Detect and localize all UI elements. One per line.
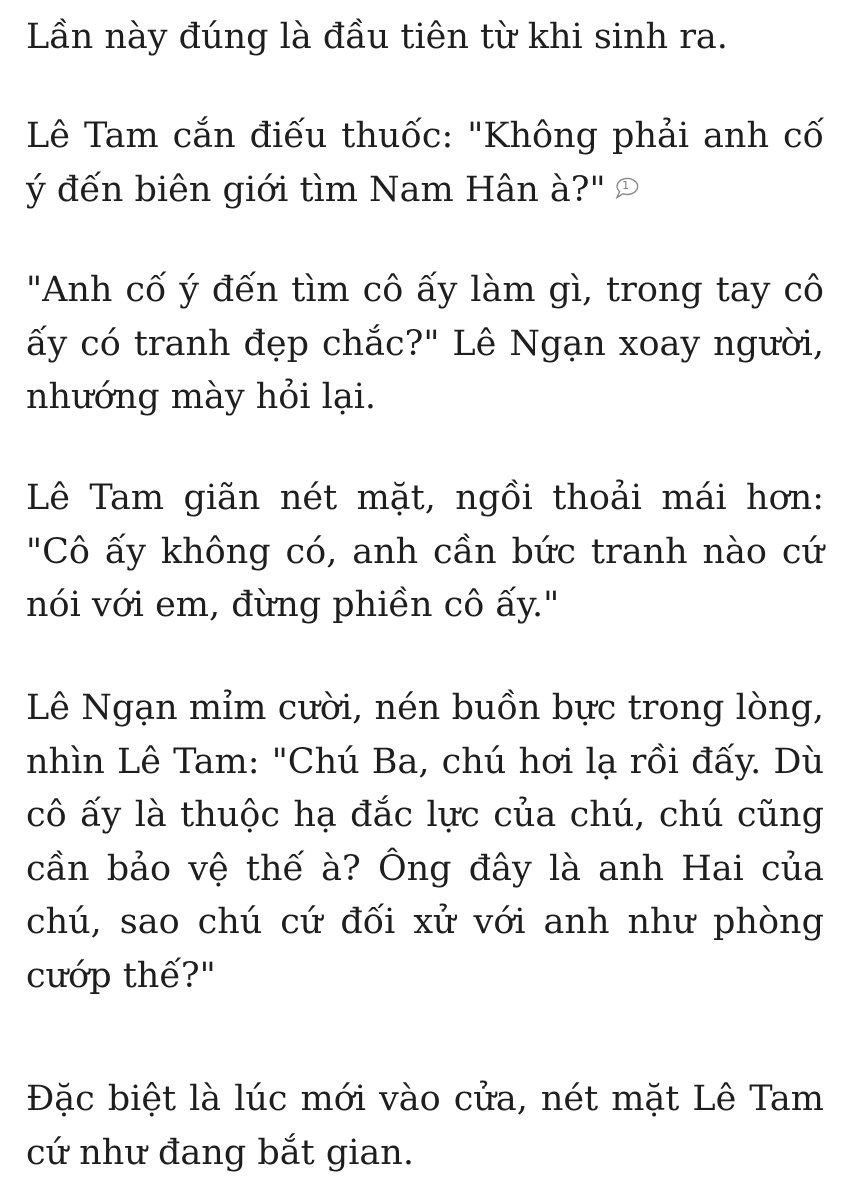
paragraph-6: Đặc biệt là lúc mới vào cửa, nét mặt Lê Tam cứ như đang bắt gian. [26,1079,824,1173]
paragraph-4: Lê Tam giãn nét mặt, ngồi thoải mái hơn: "Cô ấy không có, anh cần bức tranh nào cứ nói với em, đừng phiền cô ấy." [26,478,824,626]
comment-count: 1 [622,178,630,192]
paragraph-1: Lần này đúng là đầu tiên từ khi sinh ra. [26,17,728,57]
paragraph-3: "Anh cố ý đến tìm cô ấy làm gì, trong tay cô ấy có tranh đẹp chắc?" Lê Ngạn xoay người, nhướng mày hỏi lại. [26,270,824,418]
comment-badge[interactable] [614,177,640,199]
paragraph-5: Lê Ngạn mỉm cười, nén buồn bực trong lòng, nhìn Lê Tam: "Chú Ba, chú hơi lạ rồi đấy. Dù cô ấy là thuộc hạ đắc lực của chú, chú cũng cần bảo vệ thế à? Ông đây là anh Hai của chú, sao chú cứ đối xử với anh như phòng cướp thế?" [26,688,824,996]
paragraph-2-text: Lê Tam cắn điếu thuốc: "Không phải anh cố ý đến biên giới tìm Nam Hân à?" [26,116,824,210]
paragraph-2 [26,110,824,217]
